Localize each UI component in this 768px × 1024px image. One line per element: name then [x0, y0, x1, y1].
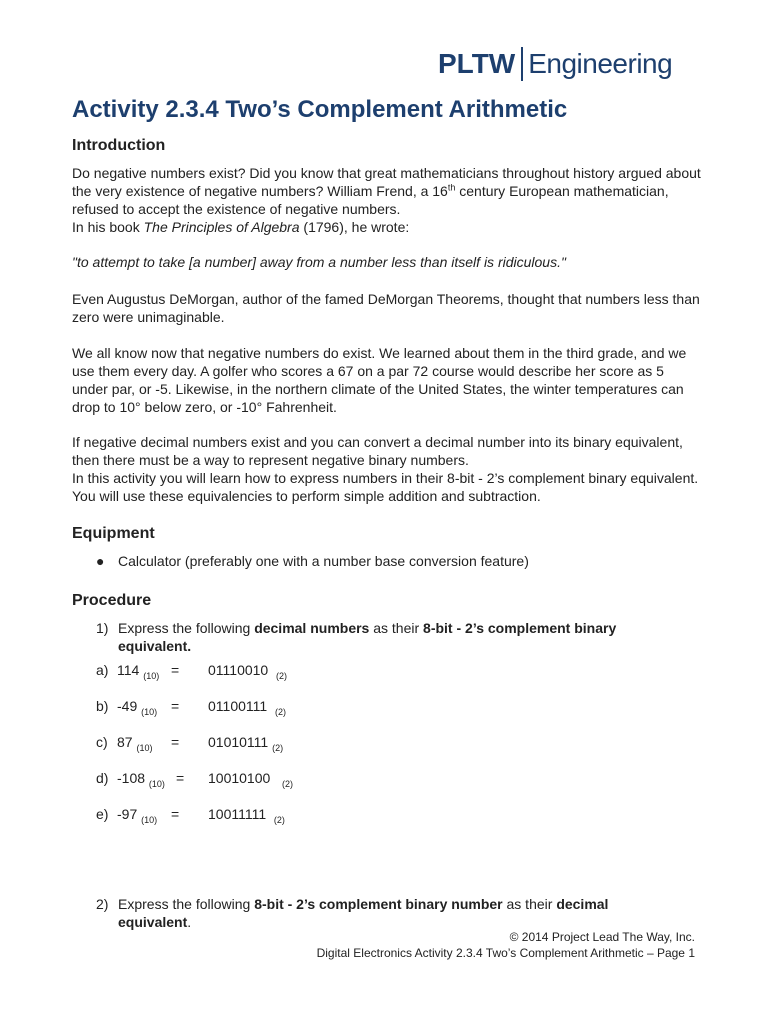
base-subscript: (10) [141, 815, 158, 825]
intro-paragraph-3: We all know now that negative numbers do exist. We learned about them in the third grade, and we use them every day. A golfer who scores a 67 on a par 72 course would describe her score as 5 under par, or -5. Likewise, in the northern climate of the United States, the winter temperatures can drop to 10° below zero, or -10° Fahrenheit. [72, 345, 687, 415]
logo-divider [521, 47, 523, 81]
book-title: The Principles of Algebra [143, 219, 300, 235]
base-subscript: (10) [148, 779, 165, 789]
step-number: 1) [96, 620, 109, 636]
intro-text: In his book [72, 219, 144, 235]
step-text-part: as their [369, 620, 424, 636]
base-subscript: (2) [281, 779, 293, 789]
step-text-part: Express the following [118, 896, 255, 912]
binary-value: 01010111 [208, 734, 269, 750]
answer-label: c) [96, 734, 108, 750]
answer-label: e) [96, 806, 109, 822]
base-subscript: (10) [143, 671, 160, 681]
answer-binary [208, 662, 287, 681]
answer-decimal [117, 770, 165, 789]
base-subscript: (2) [272, 743, 284, 753]
introduction-heading: Introduction [72, 137, 166, 154]
base-subscript: (2) [273, 815, 285, 825]
binary-value: 01100111 [208, 698, 268, 714]
answer-decimal [117, 662, 160, 681]
binary-value: 10011111 [208, 806, 267, 822]
step-text [118, 895, 656, 931]
pltw-engineering-logo [438, 44, 672, 84]
equals-sign: = [171, 698, 180, 714]
answer-decimal [117, 734, 153, 753]
step-bold-part: decimal numbers [254, 620, 370, 636]
equipment-item [96, 553, 529, 569]
footer-page-line: Digital Electronics Activity 2.3.4 Two’s Complement Arithmetic – Page 1 [316, 946, 695, 960]
step-text-part: . [187, 914, 192, 930]
answer-binary [208, 770, 293, 789]
decimal-value: -49 [117, 698, 138, 714]
intro-paragraph-5: In this activity you will learn how to express numbers in their 8-bit - 2’s complement binary equivalent. You will use these equivalencies to perform simple addition and subtraction. [72, 470, 699, 504]
answer-label: d) [96, 770, 109, 786]
decimal-value: -97 [117, 806, 138, 822]
step-number: 2) [96, 896, 109, 912]
equals-sign: = [176, 770, 185, 786]
equipment-heading: Equipment [72, 525, 155, 542]
equals-sign: = [171, 806, 180, 822]
base-subscript: (2) [276, 671, 287, 681]
step-bold-part: 8-bit - 2’s complement binary number [254, 896, 503, 912]
intro-text: century European mathematician, refused to accept the existence of negative numbers. [72, 183, 669, 217]
decimal-value: 87 [117, 734, 133, 750]
answer-label: b) [96, 698, 109, 714]
logo-brand: PLTW [438, 48, 516, 79]
procedure-heading: Procedure [72, 592, 152, 609]
step-bold-part: decimal equivalent [118, 896, 609, 930]
step-bold-part: 8-bit - 2’s complement binary equivalent. [118, 620, 617, 654]
decimal-value: 114 [117, 662, 140, 678]
intro-paragraph-2: Even Augustus DeMorgan, author of the famed DeMorgan Theorems, thought that numbers less than zero were unimaginable. [72, 291, 700, 325]
step-text-part: as their [502, 896, 557, 912]
answer-binary [208, 698, 286, 717]
answer-binary [208, 806, 285, 825]
base-subscript: (2) [274, 707, 286, 717]
intro-text: Do negative numbers exist? Did you know that great mathematicians throughout history argued about the very existence of negative numbers? William Frend, a 16 [72, 165, 701, 199]
equals-sign: = [171, 734, 180, 750]
answer-decimal [117, 806, 158, 825]
binary-value: 01110010 [208, 662, 269, 678]
intro-text: (1796), he wrote: [299, 219, 410, 235]
answer-label: a) [96, 662, 109, 678]
footer-copyright: © 2014 Project Lead The Way, Inc. [509, 930, 695, 944]
intro-paragraph-4: If negative decimal numbers exist and you can convert a decimal number into its binary equivalent, then there must be a way to represent negative binary numbers. [72, 434, 683, 468]
base-subscript: (10) [136, 743, 153, 753]
logo-subtitle: Engineering [528, 48, 673, 79]
answer-decimal [117, 698, 158, 717]
page-title: Activity 2.3.4 Two’s Complement Arithmetic [72, 96, 568, 123]
frend-quote: "to attempt to take [a number] away from a number less than itself is ridiculous." [72, 254, 566, 270]
step-text [118, 619, 656, 655]
binary-value: 10010100 [208, 770, 271, 786]
ordinal-suffix: th [447, 182, 456, 193]
base-subscript: (10) [141, 707, 158, 717]
equals-sign: = [171, 662, 180, 678]
procedure-step-1 [96, 619, 656, 655]
answer-binary [208, 734, 284, 753]
bullet-icon: ● [96, 553, 105, 569]
intro-paragraph-1 [72, 164, 702, 236]
equipment-item-label: Calculator (preferably one with a number base conversion feature) [118, 553, 529, 569]
decimal-value: -108 [117, 770, 146, 786]
step-text-part: Express the following [118, 620, 255, 636]
procedure-step-2 [96, 895, 656, 931]
